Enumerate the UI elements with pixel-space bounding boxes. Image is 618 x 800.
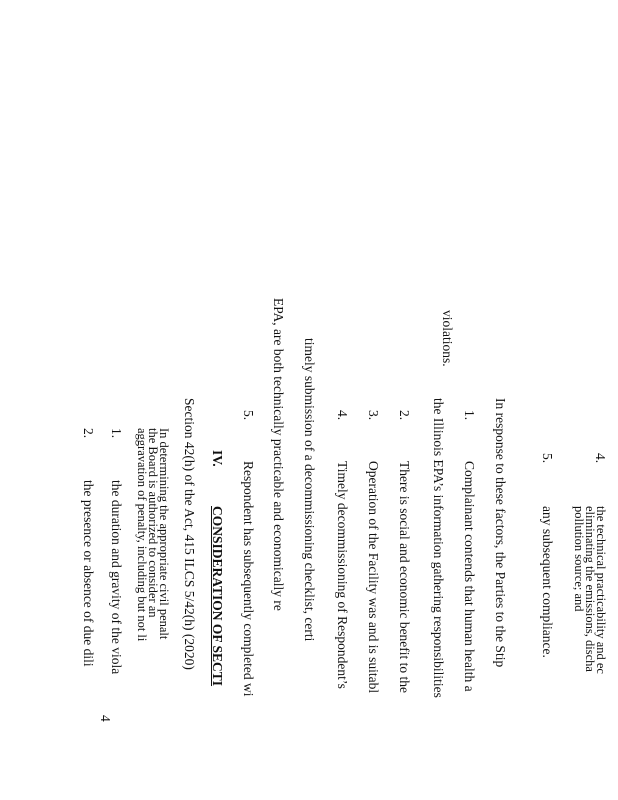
quote-line-2: the Board is authorized to consider an: [146, 428, 160, 618]
quote-line-1: In determining the appropriate civil penalt: [157, 428, 171, 640]
response-4-line-2: timely submission of a decommissioning checklist, certi: [302, 338, 317, 642]
response-3-number: 3.: [366, 410, 381, 421]
response-1-number: 1.: [462, 410, 477, 421]
section-title: CONSIDERATION OF SECTI: [210, 506, 225, 687]
factor-item-5-number: 5.: [540, 453, 555, 464]
response-5-text: Respondent has subsequently completed wi: [241, 461, 256, 697]
factor-item-4-number: 4.: [593, 453, 608, 464]
response-1-line-2: the Illinois EPA’s information gathering responsibilities: [431, 398, 446, 698]
response-1-line-3: violations.: [440, 310, 455, 367]
response-2-text: There is social and economic benefit to the: [397, 461, 412, 694]
response-2-number: 2.: [397, 410, 412, 421]
section-numeral: IV.: [210, 450, 225, 467]
quote-item-2-number: 2.: [81, 428, 96, 439]
section-intro: Section 42(h) of the Act, 415 ILCS 5/42(h) (2020): [182, 398, 197, 670]
factor-item-4-line-3: pollution source; and: [572, 506, 586, 612]
response-4-line-3: EPA, are both technically practicable and economically re: [271, 298, 286, 611]
response-4-number: 4.: [335, 410, 350, 421]
quote-item-1-number: 1.: [109, 428, 124, 439]
response-4-text: Timely decommissioning of Respondent’s: [335, 461, 350, 689]
factor-item-4-line-2: eliminating the emissions, discha: [583, 506, 597, 672]
page-number: 4: [98, 715, 113, 722]
response-5-number: 5.: [241, 410, 256, 421]
response-intro: In response to these factors, the Parties to the Stip: [493, 398, 508, 668]
response-3-text: Operation of the Facility was and is suitabl: [366, 461, 381, 694]
quote-item-1-text: the duration and gravity of the viola: [109, 480, 124, 675]
factor-item-4-line-1: the technical practicability and ec: [594, 506, 608, 674]
factor-item-5-text: any subsequent compliance.: [540, 506, 555, 658]
quote-line-3: aggravation of penalty, including but not li: [135, 428, 149, 642]
response-1-text: Complainant contends that human health a: [462, 461, 477, 692]
quote-item-2-text: the presence or absence of due dili: [81, 480, 96, 667]
